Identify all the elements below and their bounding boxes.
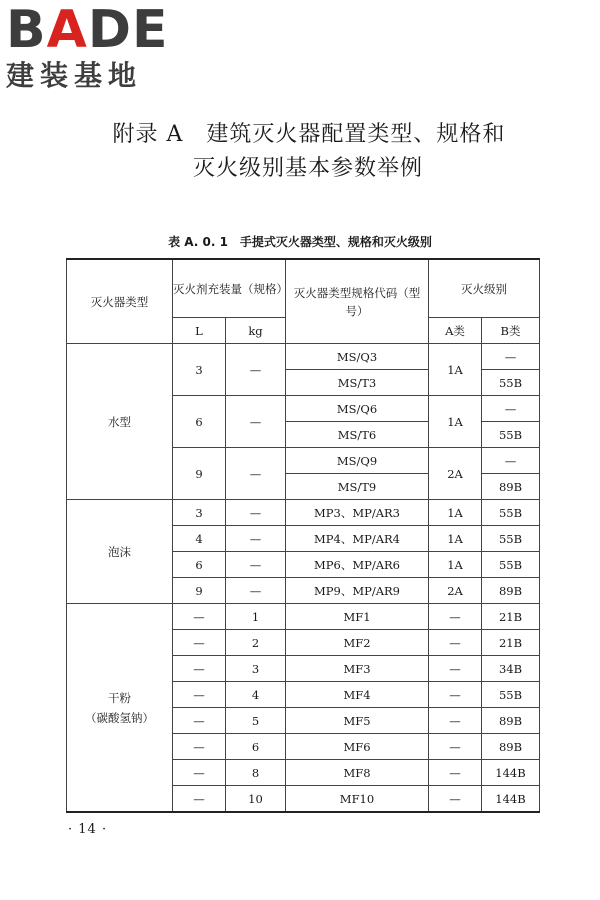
- cell-b: —: [482, 396, 540, 422]
- cell-kg: —: [226, 344, 286, 396]
- cell-l: 3: [173, 344, 226, 396]
- appendix-title-line-2: 灭火级别基本参数举例: [192, 156, 423, 181]
- cell-kg: —: [226, 448, 286, 500]
- cell-l: 6: [173, 552, 226, 578]
- cell-l: —: [173, 630, 226, 656]
- cell-kg: —: [226, 500, 286, 526]
- type-powder: [67, 604, 173, 813]
- cell-b: 55B: [482, 422, 540, 448]
- cell-b: 144B: [482, 760, 540, 786]
- logo: [6, 0, 176, 94]
- cell-code: MP4、MP/AR4: [286, 526, 429, 552]
- cell-a: 1A: [429, 344, 482, 396]
- logo-accent-letter: A: [46, 0, 88, 60]
- cell-kg: —: [226, 578, 286, 604]
- cell-b: 89B: [482, 474, 540, 500]
- cell-l: 9: [173, 448, 226, 500]
- cell-a: 1A: [429, 396, 482, 448]
- cell-b: —: [482, 448, 540, 474]
- cell-a: —: [429, 656, 482, 682]
- logo-wordmark: BADE: [6, 0, 169, 60]
- cell-a: —: [429, 604, 482, 630]
- cell-code: MS/Q6: [286, 396, 429, 422]
- extinguisher-table: [66, 258, 540, 813]
- table-row: [67, 604, 540, 630]
- header-rating: 灭火级别: [429, 259, 540, 318]
- cell-code: MS/T3: [286, 370, 429, 396]
- cell-l: —: [173, 760, 226, 786]
- table-row: [67, 344, 540, 370]
- cell-kg: 5: [226, 708, 286, 734]
- cell-code: MF3: [286, 656, 429, 682]
- cell-kg: 10: [226, 786, 286, 813]
- cell-a: 1A: [429, 500, 482, 526]
- cell-b: 34B: [482, 656, 540, 682]
- cell-b: 144B: [482, 786, 540, 813]
- cell-kg: 2: [226, 630, 286, 656]
- cell-code: MP6、MP/AR6: [286, 552, 429, 578]
- cell-b: 55B: [482, 682, 540, 708]
- cell-l: 4: [173, 526, 226, 552]
- cell-b: 55B: [482, 552, 540, 578]
- cell-b: 21B: [482, 604, 540, 630]
- header-code: 灭火器类型规格代码（型号）: [286, 259, 429, 344]
- cell-b: 89B: [482, 734, 540, 760]
- cell-a: —: [429, 760, 482, 786]
- header-class-a: A类: [429, 318, 482, 344]
- cell-l: —: [173, 734, 226, 760]
- header-type: 灭火器类型: [67, 259, 173, 344]
- cell-b: 89B: [482, 578, 540, 604]
- cell-code: MF6: [286, 734, 429, 760]
- cell-code: MF4: [286, 682, 429, 708]
- cell-l: 6: [173, 396, 226, 448]
- cell-l: —: [173, 786, 226, 813]
- type-powder-subtype: （碳酸氢钠）: [85, 710, 154, 725]
- cell-b: 21B: [482, 630, 540, 656]
- cell-kg: 4: [226, 682, 286, 708]
- cell-code: MF1: [286, 604, 429, 630]
- cell-a: —: [429, 734, 482, 760]
- cell-l: 9: [173, 578, 226, 604]
- header-unit-l: L: [173, 318, 226, 344]
- cell-code: MS/Q9: [286, 448, 429, 474]
- cell-code: MF2: [286, 630, 429, 656]
- cell-code: MS/T6: [286, 422, 429, 448]
- cell-l: —: [173, 656, 226, 682]
- cell-code: MF10: [286, 786, 429, 813]
- cell-b: 89B: [482, 708, 540, 734]
- cell-kg: 3: [226, 656, 286, 682]
- type-powder-name: 干粉: [108, 690, 131, 705]
- type-foam: 泡沫: [67, 500, 173, 604]
- cell-a: 2A: [429, 448, 482, 500]
- cell-kg: —: [226, 552, 286, 578]
- cell-code: MS/T9: [286, 474, 429, 500]
- type-water: 水型: [67, 344, 173, 500]
- cell-a: 1A: [429, 552, 482, 578]
- cell-b: 55B: [482, 526, 540, 552]
- cell-b: —: [482, 344, 540, 370]
- cell-kg: —: [226, 396, 286, 448]
- cell-l: —: [173, 682, 226, 708]
- table-header-row: [67, 259, 540, 318]
- logo-subtitle: 建装基地: [6, 59, 143, 92]
- cell-a: —: [429, 630, 482, 656]
- cell-l: 3: [173, 500, 226, 526]
- cell-a: —: [429, 682, 482, 708]
- cell-code: MF5: [286, 708, 429, 734]
- appendix-title-line-1: 附录 A 建筑灭火器配置类型、规格和: [112, 122, 506, 147]
- header-class-b: B类: [482, 318, 540, 344]
- cell-a: 1A: [429, 526, 482, 552]
- cell-code: MP3、MP/AR3: [286, 500, 429, 526]
- table-row: [67, 500, 540, 526]
- header-capacity: 灭火剂充装量（规格）: [173, 259, 286, 318]
- cell-kg: 1: [226, 604, 286, 630]
- cell-code: MP9、MP/AR9: [286, 578, 429, 604]
- cell-b: 55B: [482, 500, 540, 526]
- cell-kg: 8: [226, 760, 286, 786]
- header-unit-kg: kg: [226, 318, 286, 344]
- page-number: · 14 ·: [68, 822, 108, 837]
- cell-a: 2A: [429, 578, 482, 604]
- cell-a: —: [429, 708, 482, 734]
- cell-code: MS/Q3: [286, 344, 429, 370]
- cell-code: MF8: [286, 760, 429, 786]
- appendix-title: [0, 118, 600, 186]
- cell-b: 55B: [482, 370, 540, 396]
- cell-l: —: [173, 708, 226, 734]
- cell-kg: 6: [226, 734, 286, 760]
- cell-kg: —: [226, 526, 286, 552]
- cell-a: —: [429, 786, 482, 813]
- table-caption: 表 A. 0. 1 手提式灭火器类型、规格和灭火级别: [168, 235, 432, 249]
- cell-l: —: [173, 604, 226, 630]
